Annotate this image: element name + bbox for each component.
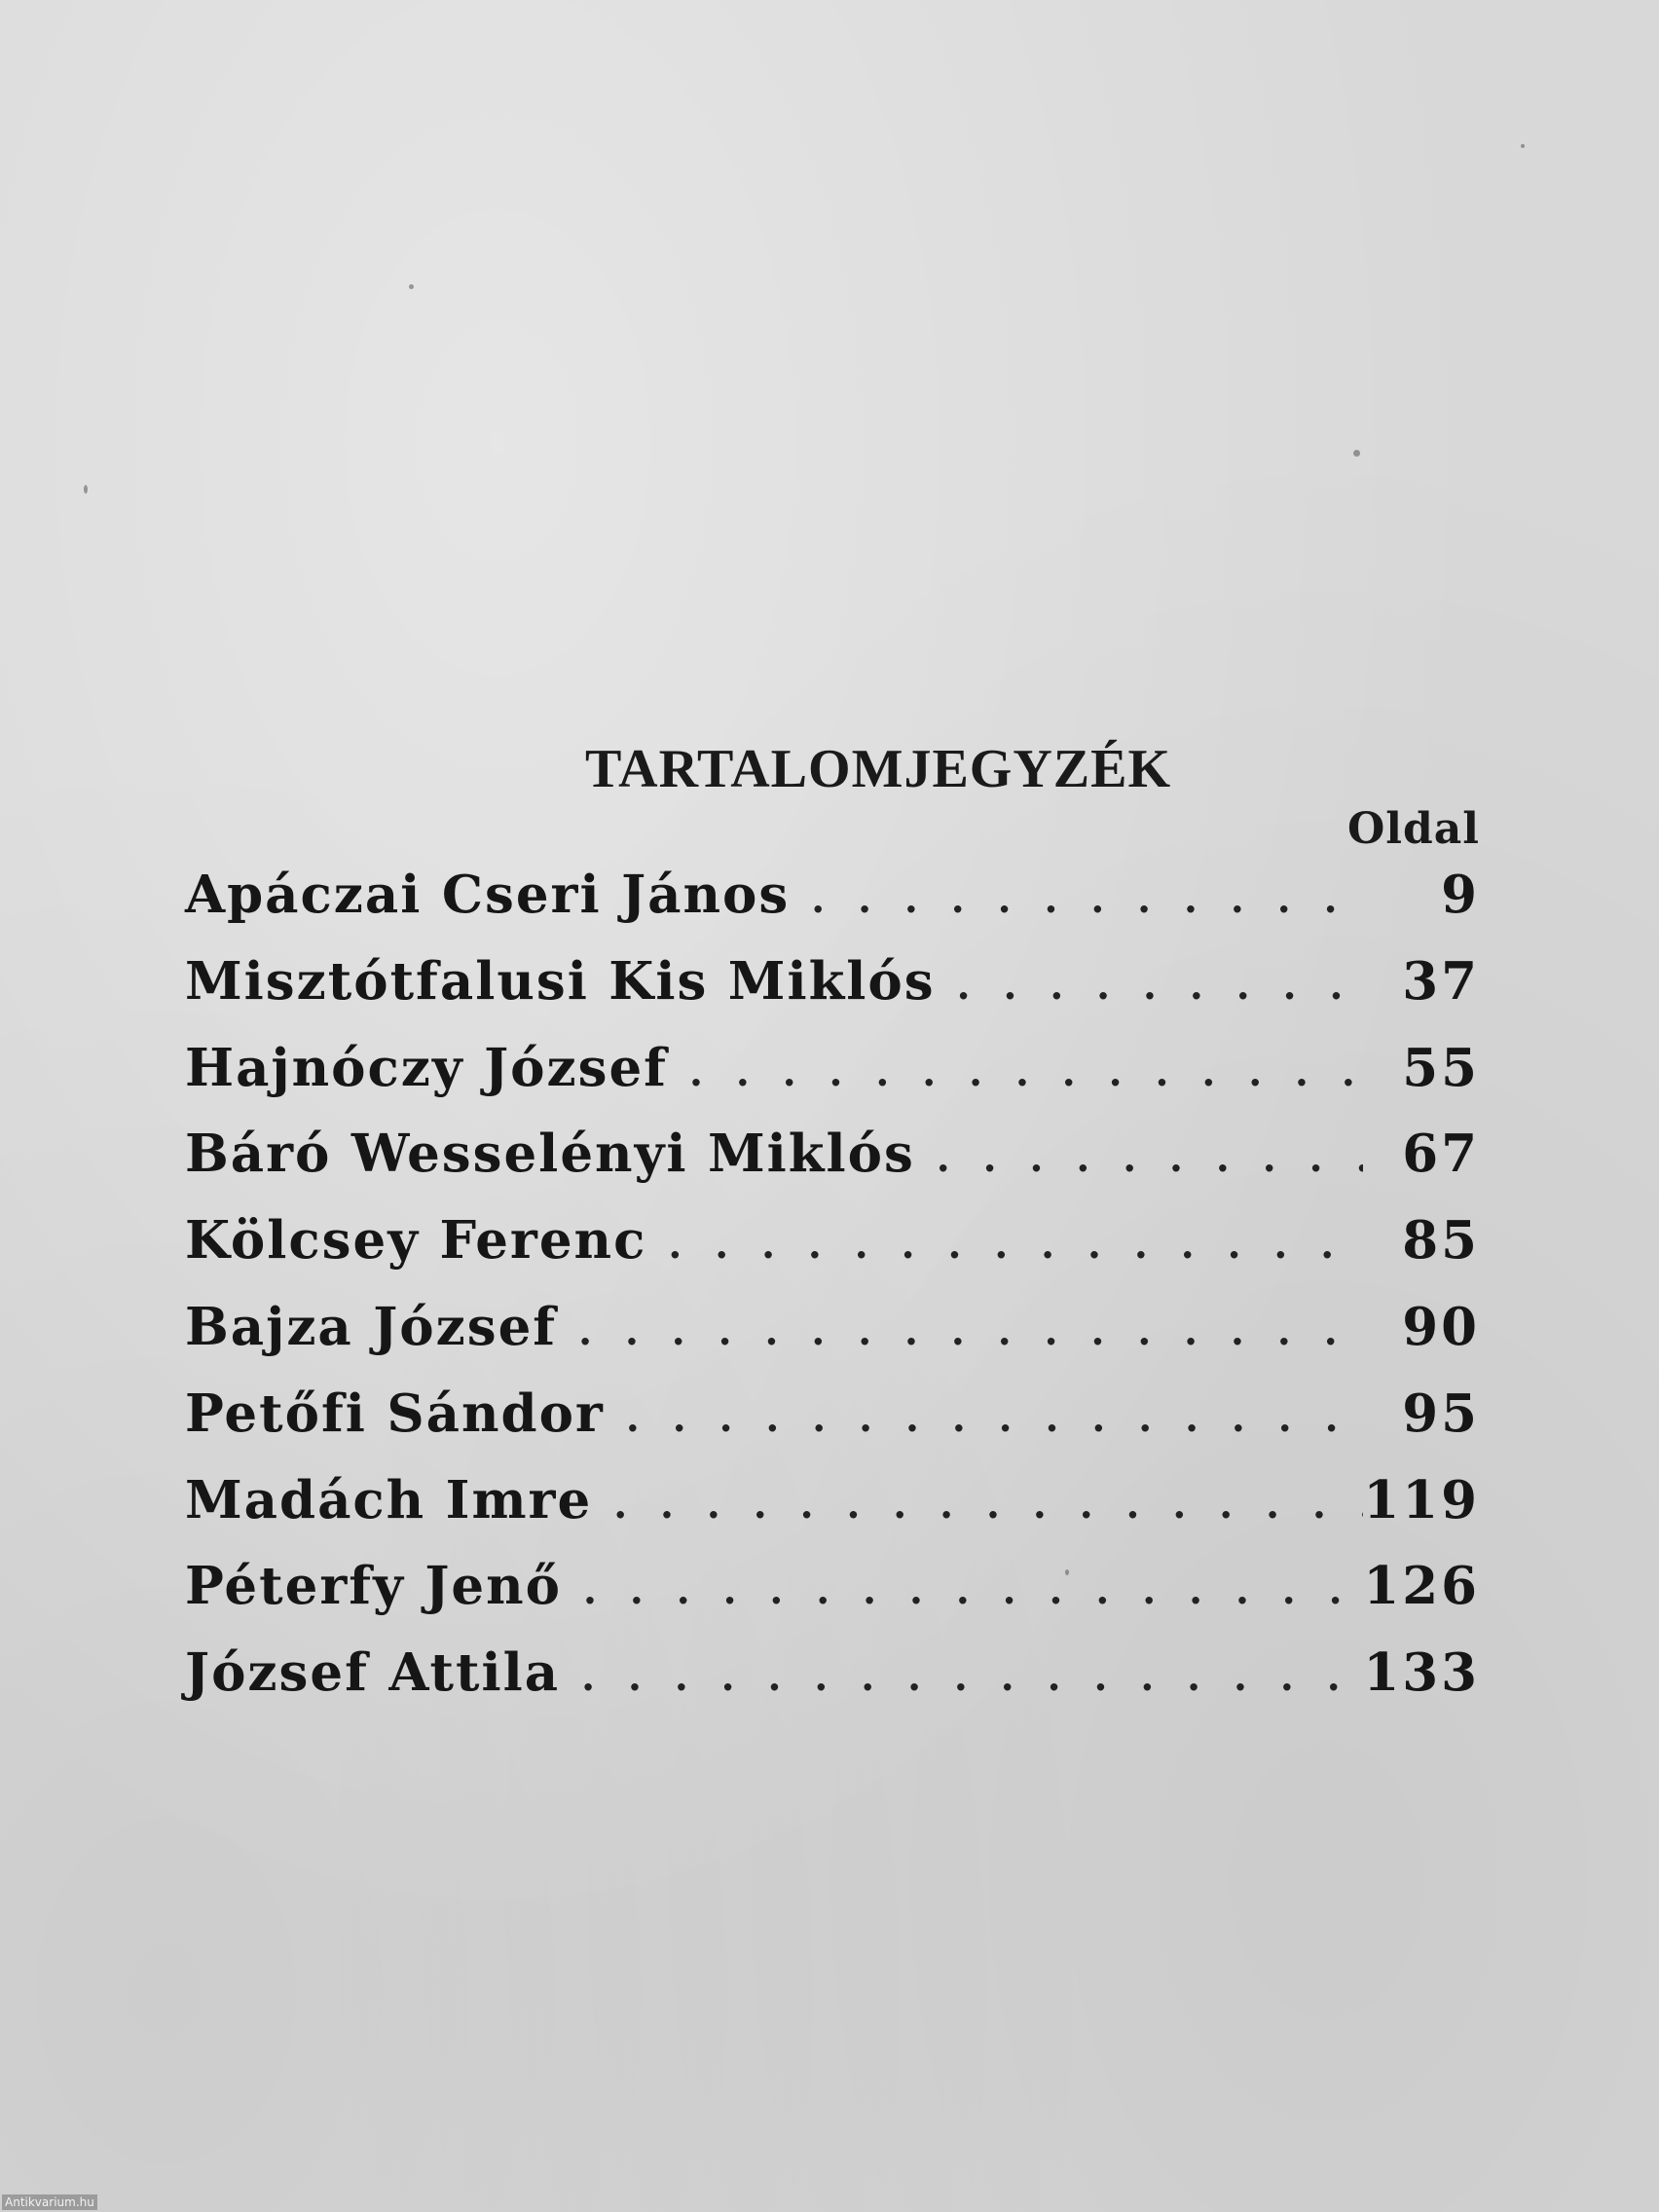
toc-entry-name: Bajza József	[185, 1296, 558, 1357]
paper-speck	[84, 485, 88, 494]
toc-entry-name: Misztótfalusi Kis Miklós	[185, 950, 936, 1012]
toc-entry-name: Madách Imre	[185, 1469, 593, 1530]
toc-entry	[185, 1124, 1480, 1210]
toc-entry	[185, 951, 1480, 1038]
toc-entry	[185, 1297, 1480, 1383]
toc-entry	[185, 865, 1480, 951]
toc-entry-page: 55	[1402, 1037, 1480, 1098]
toc-entry-page: 95	[1402, 1382, 1480, 1444]
toc-entry	[185, 1383, 1480, 1470]
page-column-header: Oldal	[1346, 804, 1480, 854]
dot-leader	[937, 1135, 1363, 1181]
toc-entry-name: Kölcsey Ferenc	[185, 1210, 647, 1272]
toc-entry-name: Petőfi Sándor	[185, 1382, 605, 1444]
toc-entry	[185, 1210, 1480, 1297]
dot-leader	[668, 1222, 1363, 1268]
paper-speck	[409, 284, 414, 289]
dot-leader	[578, 1309, 1363, 1354]
toc-entry-page: 133	[1363, 1642, 1480, 1704]
toc-entry-name: Báró Wesselényi Miklós	[185, 1124, 915, 1185]
watermark: Antikvarium.hu	[2, 2194, 97, 2210]
table-of-contents	[185, 865, 1480, 1729]
toc-entry-name: Hajnóczy József	[185, 1037, 668, 1098]
dot-leader	[957, 963, 1363, 1009]
toc-entry-page: 90	[1402, 1296, 1480, 1357]
dot-leader	[583, 1567, 1363, 1613]
toc-entry	[185, 1556, 1480, 1642]
page-title: TARTALOMJEGYZÉK	[584, 738, 1172, 799]
toc-entry	[185, 1642, 1480, 1729]
dot-leader	[811, 876, 1363, 922]
toc-entry-page: 85	[1402, 1210, 1480, 1272]
dot-leader	[626, 1395, 1363, 1441]
toc-entry-name: Apáczai Cseri János	[185, 865, 791, 925]
toc-entry-name: József Attila	[185, 1642, 561, 1704]
toc-entry	[185, 1038, 1480, 1124]
toc-entry-page: 126	[1363, 1556, 1480, 1617]
toc-entry-name: Péterfy Jenő	[185, 1556, 563, 1617]
toc-entry-page: 9	[1441, 865, 1480, 925]
dot-leader	[581, 1654, 1363, 1700]
dot-leader	[613, 1482, 1363, 1528]
toc-entry-page: 67	[1402, 1124, 1480, 1185]
toc-entry-page: 37	[1402, 950, 1480, 1012]
toc-entry-page: 119	[1363, 1469, 1480, 1530]
dot-leader	[689, 1050, 1363, 1095]
paper-speck	[1521, 144, 1525, 148]
paper-speck	[1353, 450, 1360, 457]
toc-entry	[185, 1470, 1480, 1557]
